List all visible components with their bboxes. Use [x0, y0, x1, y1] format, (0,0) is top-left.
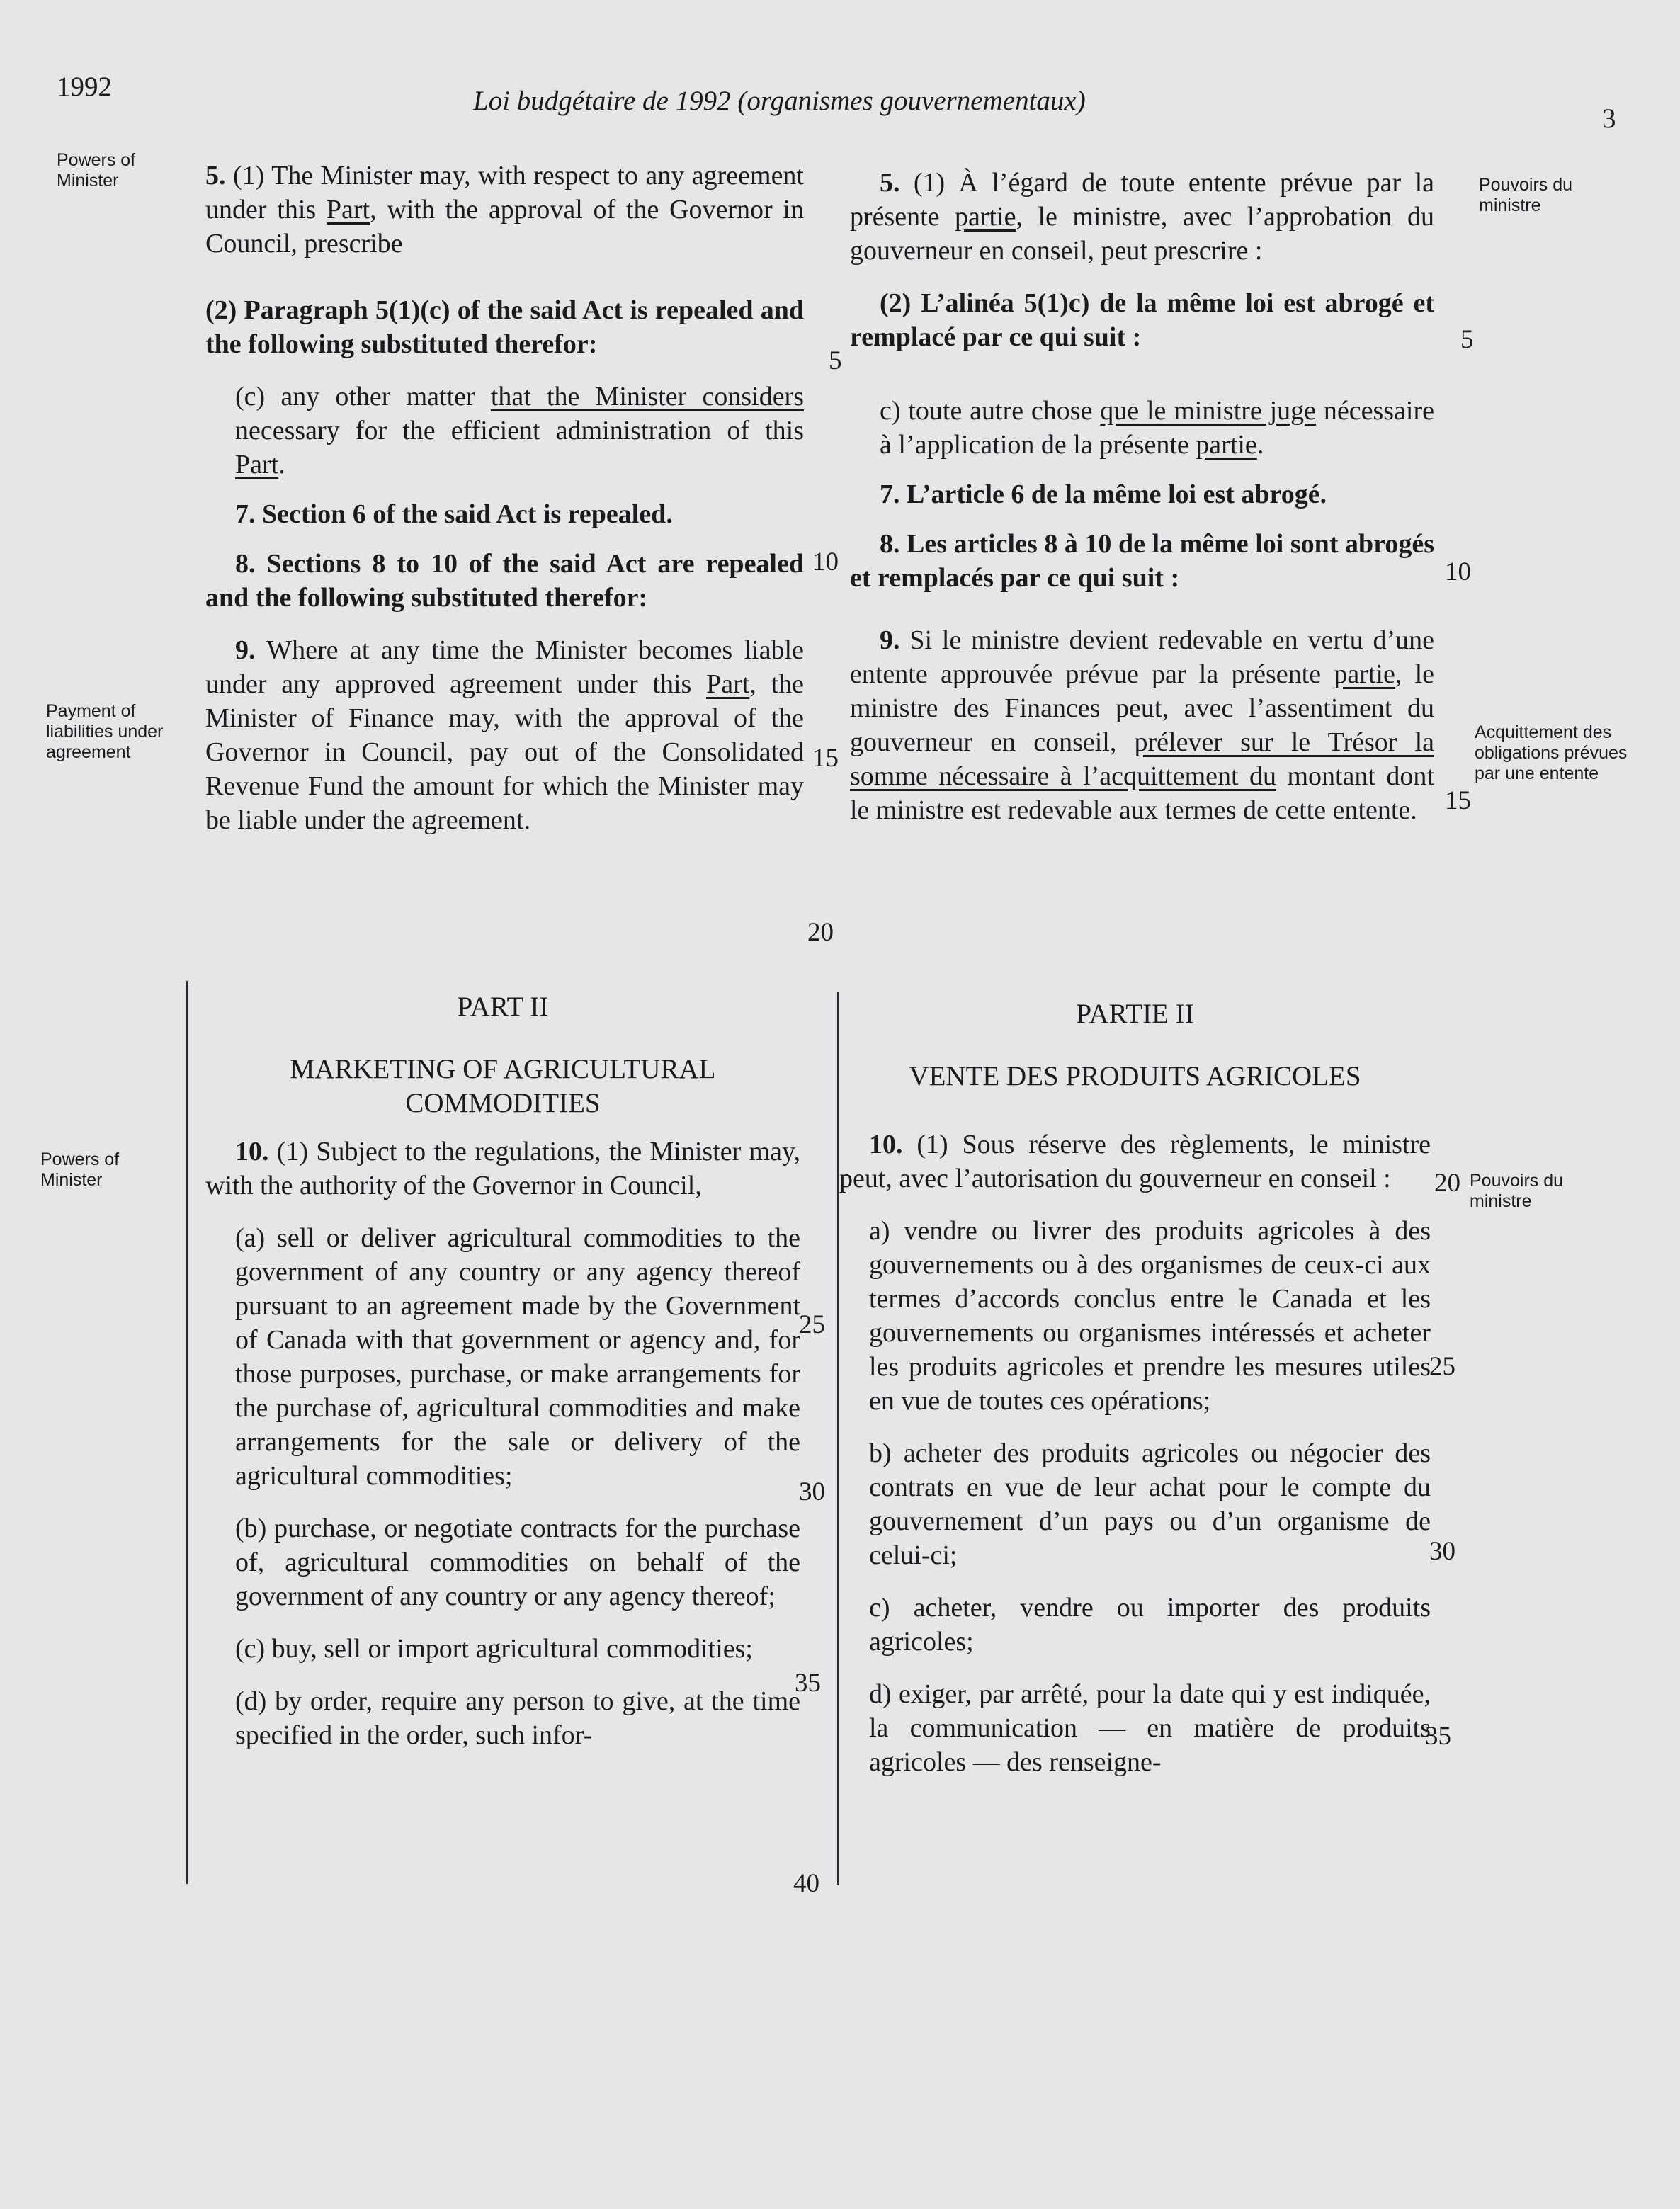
line-number: 35 [795, 1669, 821, 1698]
section-8-fr: 8. Les articles 8 à 10 de la même loi sont abrogés et remplacés par ce qui suit : [850, 529, 1434, 593]
section-5-fr: 5. (1) À l’égard de toute entente prévue par la présente partie, le ministre, avec l’approbation du gouverneur en conseil, peut prescrire : [850, 168, 1434, 266]
line-number: 10 [812, 547, 839, 577]
line-number: 25 [799, 1310, 825, 1339]
line-number: 15 [1445, 786, 1471, 815]
part-title-fr: VENTE DES PRODUITS AGRICOLES [909, 1061, 1361, 1091]
english-column-lower [205, 990, 800, 1771]
line-number: 25 [1429, 1352, 1455, 1381]
paragraph-10-a-en: (a) sell or deliver agricultural commodities to the government of any country or any agency thereof pursuant to an agreement made by the Government of Canada with that government or agency and, for those purposes, purchase, or make arrangements for the purchase of, agricultural commodities and make arrangements for the sale or delivery of the agricultural commodities; [235, 1223, 800, 1491]
line-number: 10 [1445, 557, 1471, 586]
paragraph-5-c-en: (c) any other matter that the Minister considers necessary for the efficient administration of this Part. [235, 382, 804, 479]
margin-note-payment-en: Payment of liabilities under agreement [46, 701, 164, 762]
part-label-fr: PARTIE II [1076, 999, 1194, 1029]
margin-note-payment-fr: Acquittement des obligations prévues par une entente [1475, 722, 1628, 783]
section-10-en: 10. (1) Subject to the regulations, the Minister may, with the authority of the Governor in Council, [205, 1137, 800, 1200]
section-8-en: 8. Sections 8 to 10 of the said Act are repealed and the following substituted therefor: [205, 549, 804, 613]
paragraph-10-b-en: (b) purchase, or negotiate contracts for the purchase of, agricultural commodities on behalf of the government of any country or any agency thereof; [235, 1514, 800, 1611]
part-title-en: MARKETING OF AGRICULTURAL COMMODITIES [290, 1054, 716, 1118]
line-number: 15 [812, 744, 839, 773]
margin-note-powers-en-2: Powers of Minister [40, 1149, 120, 1190]
section-7-fr: 7. L’article 6 de la même loi est abrogé. [880, 479, 1327, 509]
line-number: 35 [1425, 1722, 1451, 1751]
paragraph-10-a-fr: a) vendre ou livrer des produits agricoles à des gouvernements ou à des organismes de ceux-ci aux termes d’accords conclus entre le Canada et les gouvernements ou organismes intéressés et acheter les produits agricoles et prendre les mesures utiles en vue de toutes ces opérations; [869, 1216, 1431, 1416]
line-number: 5 [1460, 325, 1474, 354]
paragraph-10-d-fr: d) exiger, par arrêté, pour la date qui y est indiquée, la communication — en matière de produits agricoles — des renseigne- [869, 1679, 1431, 1777]
line-number: 20 [1434, 1169, 1460, 1198]
margin-note-powers-fr: Pouvoirs du ministre [1479, 175, 1573, 215]
part-label-en: PART II [457, 992, 549, 1022]
section-9-en: 9. Where at any time the Minister becomes liable under any approved agreement under this Part, the Minister of Finance may, with the approval of the Governor in Council, pay out of the Consolidated Revenue Fund the amount for which the Minister may be liable under the agreement. [205, 635, 804, 835]
line-number: 5 [829, 346, 842, 375]
section-9-fr: 9. Si le ministre devient redevable en vertu d’une entente approuvée prévue par la présente partie, le ministre des Finances peut, avec l’assentiment du gouverneur en conseil, prélever sur le Trésor la somme nécessaire à l’acquittement du montant dont le ministre est redevable aux termes de cette entente. [850, 625, 1434, 825]
running-title: Loi budgétaire de 1992 (organismes gouvernementaux) [473, 86, 1086, 116]
left-rule [186, 981, 188, 1884]
margin-note-powers-fr-2: Pouvoirs du ministre [1470, 1171, 1564, 1211]
section-5-2-fr: (2) L’alinéa 5(1)c) de la même loi est abrogé et remplacé par ce qui suit : [850, 288, 1434, 352]
section-5-en: 5. (1) The Minister may, with respect to any agreement under this Part, with the approval of the Governor in Council, prescribe [205, 161, 804, 259]
line-number: 30 [799, 1477, 825, 1506]
paragraph-10-b-fr: b) acheter des produits agricoles ou négocier des contrats en vue de leur achat pour le compte du gouvernement d’un pays ou d’un organisme de celui-ci; [869, 1438, 1431, 1570]
line-number: 30 [1429, 1537, 1455, 1566]
paragraph-5-c-fr: c) toute autre chose que le ministre juge nécessaire à l’application de la présente partie. [880, 396, 1434, 460]
section-7-en: 7. Section 6 of the said Act is repealed. [235, 499, 673, 529]
line-number: 40 [793, 1869, 819, 1898]
paragraph-10-c-fr: c) acheter, vendre ou importer des produits agricoles; [869, 1593, 1431, 1657]
french-column-lower [839, 997, 1431, 1798]
line-number: 20 [807, 918, 834, 947]
paragraph-10-c-en: (c) buy, sell or import agricultural commodities; [235, 1634, 753, 1664]
section-5-2-en: (2) Paragraph 5(1)(c) of the said Act is repealed and the following substituted therefor: [205, 295, 804, 359]
french-column-upper [850, 166, 1434, 846]
paragraph-10-d-en: (d) by order, require any person to give, at the time specified in the order, such infor- [235, 1686, 800, 1750]
english-column-upper [205, 159, 804, 856]
page-number: 3 [1602, 103, 1616, 134]
center-rule [837, 992, 839, 1885]
section-10-fr: 10. (1) Sous réserve des règlements, le ministre peut, avec l’autorisation du gouverneur en conseil : [839, 1130, 1431, 1193]
margin-note-powers-en: Powers of Minister [57, 150, 136, 191]
header-year: 1992 [57, 72, 112, 102]
